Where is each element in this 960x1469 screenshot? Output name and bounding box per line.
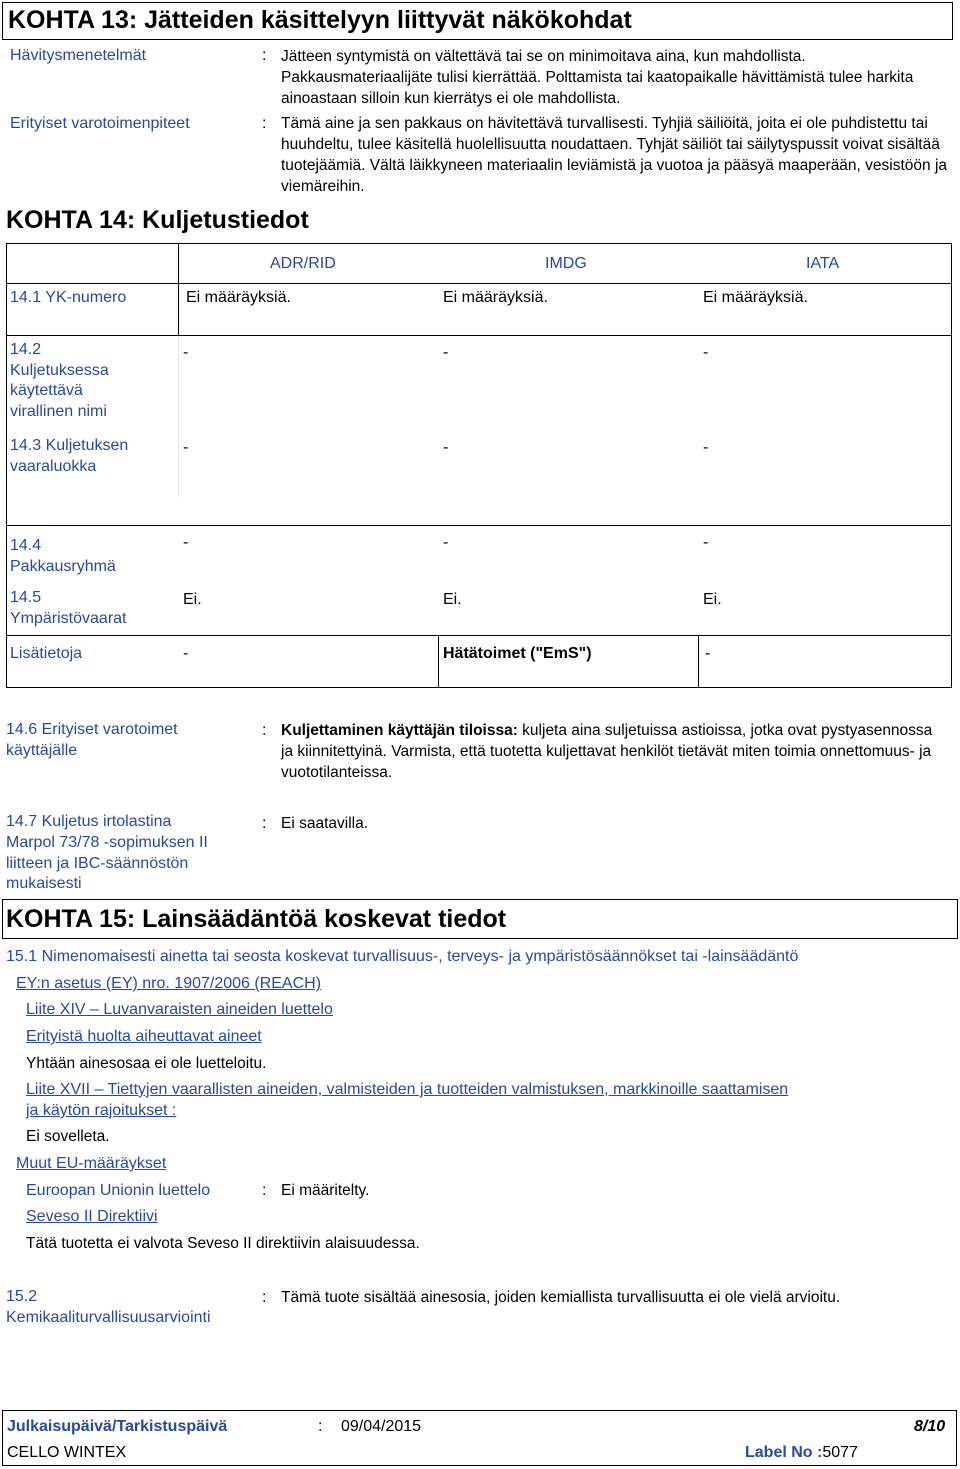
footer-date-label: Julkaisupäivä/Tarkistuspäivä [7, 1418, 228, 1435]
ems-value: - [705, 645, 711, 662]
ems-label: Hätätoimet ("EmS") [443, 645, 592, 662]
table-col-divider-1 [178, 243, 179, 335]
seveso-text: Tätä tuotetta ei valvota Seveso II direktiivin alaisuudessa. [26, 1235, 420, 1252]
bulk-transport-value: Ei saatavilla. [281, 815, 369, 832]
header-iata: IATA [806, 255, 840, 272]
seveso-link[interactable]: Seveso II Direktiivi [26, 1208, 158, 1225]
special-precautions-text: Tämä aine ja sen pakkaus on hävitettävä turvallisesti. Tyhjiä säiliöitä, joita ei ole puhdistettu tai huuhdeltu, tulee käsitellä huolellisuutta noudattaen. Tyhjät säiliöt tai säilytyspussit voivat sisältää tuotejäämiä. Vältä läikkyneen materiaalin leviämistä ja vuotoa ja pääsyä maaperään, vesistöön ja viemäreihin. [281, 115, 948, 195]
annex-xiv-link[interactable]: Liite XIV – Luvanvaraisten aineiden luettelo [26, 1001, 333, 1018]
environmental-hazards-adr: Ei. [183, 591, 202, 608]
chemical-safety-assessment-label: 15.2 Kemikaaliturvallisuusarviointi [6, 1288, 211, 1326]
table-row-divider-3 [6, 525, 952, 526]
bulk-transport-label: 14.7 Kuljetus irtolastina Marpol 73/78 -sopimuksen II liitteen ja IBC-säännöstön mukaisesti [6, 813, 208, 893]
svhc-link[interactable]: Erityistä huolta aiheuttavat aineet [26, 1028, 262, 1045]
user-precautions-bold: Kuljettaminen käyttäjän tiloissa: [281, 722, 518, 739]
shipping-name-iata: - [703, 344, 709, 361]
footer-date-colon: : [318, 1418, 323, 1435]
shipping-name-adr: - [183, 344, 189, 361]
hazard-class-imdg: - [443, 439, 449, 456]
eu-list-colon: : [262, 1182, 267, 1199]
packing-group-imdg: - [443, 534, 449, 551]
svhc-text: Yhtään ainesosaa ei ole luetteloitu. [26, 1055, 267, 1072]
additional-info-label: Lisätietoja [10, 645, 83, 662]
additional-info-value: - [183, 645, 189, 662]
eu-list-value: Ei määritelty. [281, 1182, 370, 1199]
user-precautions-label: 14.6 Erityiset varotoimet käyttäjälle [6, 721, 178, 759]
section-13-title: KOHTA 13: Jätteiden käsittelyyn liittyvät näkökohdat [8, 6, 632, 34]
un-number-imdg: Ei määräyksiä. [443, 289, 548, 306]
environmental-hazards-label: 14.5 Ympäristövaarat [10, 589, 127, 627]
annex-xvii-text: Ei sovelleta. [26, 1128, 110, 1145]
header-adr-rid: ADR/RID [270, 255, 336, 272]
regulations-subtitle: 15.1 Nimenomaisesti ainetta tai seosta koskevat turvallisuus-, terveys- ja ympäristösäännökset tai -lainsäädäntö [6, 948, 799, 965]
chemical-safety-assessment-text: Tämä tuote sisältää ainesosia, joiden kemiallista turvallisuutta ei ole vielä arvioitu. [281, 1289, 841, 1306]
packing-group-adr: - [183, 534, 189, 551]
eu-list-label: Euroopan Unionin luettelo [26, 1182, 211, 1199]
footer-product-name: CELLO WINTEX [7, 1444, 127, 1461]
disposal-methods-label: Hävitysmenetelmät [10, 47, 147, 64]
section-14-title: KOHTA 14: Kuljetustiedot [6, 206, 309, 234]
hazard-class-label: 14.3 Kuljetuksen vaaraluokka [10, 437, 129, 475]
footer-label-no [745, 1442, 858, 1463]
shipping-name-label: 14.2 Kuljetuksessa käytettävä virallinen nimi [10, 341, 109, 420]
table-col-divider-2 [178, 335, 179, 497]
disposal-colon: : [262, 47, 267, 64]
environmental-hazards-iata: Ei. [703, 591, 722, 608]
table-row-divider-4 [6, 635, 952, 636]
user-precautions-colon: : [262, 722, 267, 739]
special-colon: : [262, 115, 267, 132]
section-15-title: KOHTA 15: Lainsäädäntöä koskevat tiedot [6, 905, 507, 933]
table-row-divider-2 [6, 335, 952, 336]
footer-label-no-label: Label No : [745, 1444, 823, 1461]
bulk-transport-colon: : [262, 815, 267, 832]
user-precautions-body: kuljeta aina suljetuissa astioissa, jotka ovat pystyasennossa ja kiinnitettyinä. Varmista, että tuotetta kuljettavat henkilöt tietävät miten toimia onnettomuus- ja vuototilanteissa. [281, 722, 933, 781]
shipping-name-imdg: - [443, 344, 449, 361]
footer-label-no-value: 5077 [822, 1444, 858, 1461]
table-col-divider-4 [698, 635, 699, 688]
hazard-class-iata: - [703, 439, 709, 456]
annex-xvii-link[interactable]: Liite XVII – Tiettyjen vaarallisten aineiden, valmisteiden ja tuotteiden valmistuksen, markkinoille saattamisen ja käytön rajoitukset : [26, 1081, 789, 1119]
table-col-divider-3 [438, 635, 439, 688]
user-precautions-text [281, 720, 941, 783]
disposal-methods-text: Jätteen syntymistä on vältettävä tai se on minimoitava aina, kun mahdollista. Pakkausmateriaalijäte tulisi kierrättää. Polttamista tai kaatopaikalle hävittämistä tulee harkita ainoastaan silloin kun kierrätys ei ole mahdollista. [281, 48, 914, 107]
un-number-iata: Ei määräyksiä. [703, 289, 808, 306]
table-row-divider-1 [6, 283, 952, 284]
packing-group-iata: - [703, 534, 709, 551]
footer-date-value: 09/04/2015 [341, 1418, 422, 1435]
packing-group-label: 14.4 Pakkausryhmä [10, 537, 116, 575]
un-number-adr: Ei määräyksiä. [186, 289, 291, 306]
environmental-hazards-imdg: Ei. [443, 591, 462, 608]
other-eu-regulations-link[interactable]: Muut EU-määräykset [16, 1155, 167, 1172]
special-precautions-label: Erityiset varotoimenpiteet [10, 115, 190, 132]
header-imdg: IMDG [545, 255, 587, 272]
un-number-label: 14.1 YK-numero [10, 289, 127, 306]
hazard-class-adr: - [183, 439, 189, 456]
csa-colon: : [262, 1289, 267, 1306]
reach-link[interactable]: EY:n asetus (EY) nro. 1907/2006 (REACH) [16, 975, 322, 992]
footer-page-number: 8/10 [914, 1418, 946, 1435]
